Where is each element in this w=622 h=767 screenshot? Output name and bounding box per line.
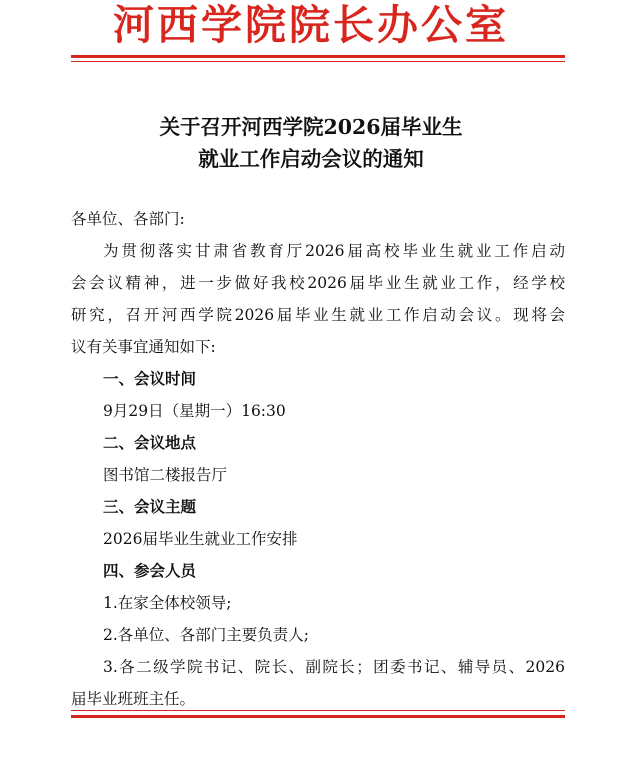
meeting-time: 9月29日（星期一）16:30	[103, 402, 286, 420]
intro-line: 会会议精神，进一步做好我校2026届毕业生就业工作，经学校	[71, 274, 565, 292]
attendee-item-continued: 届毕业班班主任。	[71, 690, 196, 708]
letterhead-rule-thin	[71, 61, 565, 62]
letterhead-rule-thick	[71, 55, 565, 58]
meeting-location: 图书馆二楼报告厅	[103, 466, 228, 484]
document-title-line-1: 关于召开河西学院2026届毕业生	[159, 115, 463, 139]
section-heading-theme: 三、会议主题	[103, 497, 197, 516]
document-title-line-2: 就业工作启动会议的通知	[198, 147, 424, 171]
footer-rule-thin	[71, 710, 565, 711]
intro-line: 研究，召开河西学院2026届毕业生就业工作启动会议。现将会	[71, 306, 565, 324]
attendee-item: 2.各单位、各部门主要负责人;	[103, 626, 310, 644]
meeting-theme: 2026届毕业生就业工作安排	[103, 530, 298, 548]
salutation: 各单位、各部门:	[71, 210, 185, 228]
intro-line: 为贯彻落实甘肃省教育厅2026届高校毕业生就业工作启动	[103, 242, 565, 260]
section-heading-time: 一、会议时间	[103, 369, 197, 388]
letterhead-title: 河西学院院长办公室	[113, 1, 509, 49]
attendee-item: 3.各二级学院书记、院长、副院长；团委书记、辅导员、2026	[103, 658, 565, 676]
footer-rule-thick	[71, 715, 565, 718]
intro-line: 议有关事宜通知如下:	[71, 338, 216, 356]
section-heading-location: 二、会议地点	[103, 433, 197, 452]
attendee-item: 1.在家全体校领导;	[103, 594, 232, 612]
section-heading-attendees: 四、参会人员	[103, 561, 197, 580]
